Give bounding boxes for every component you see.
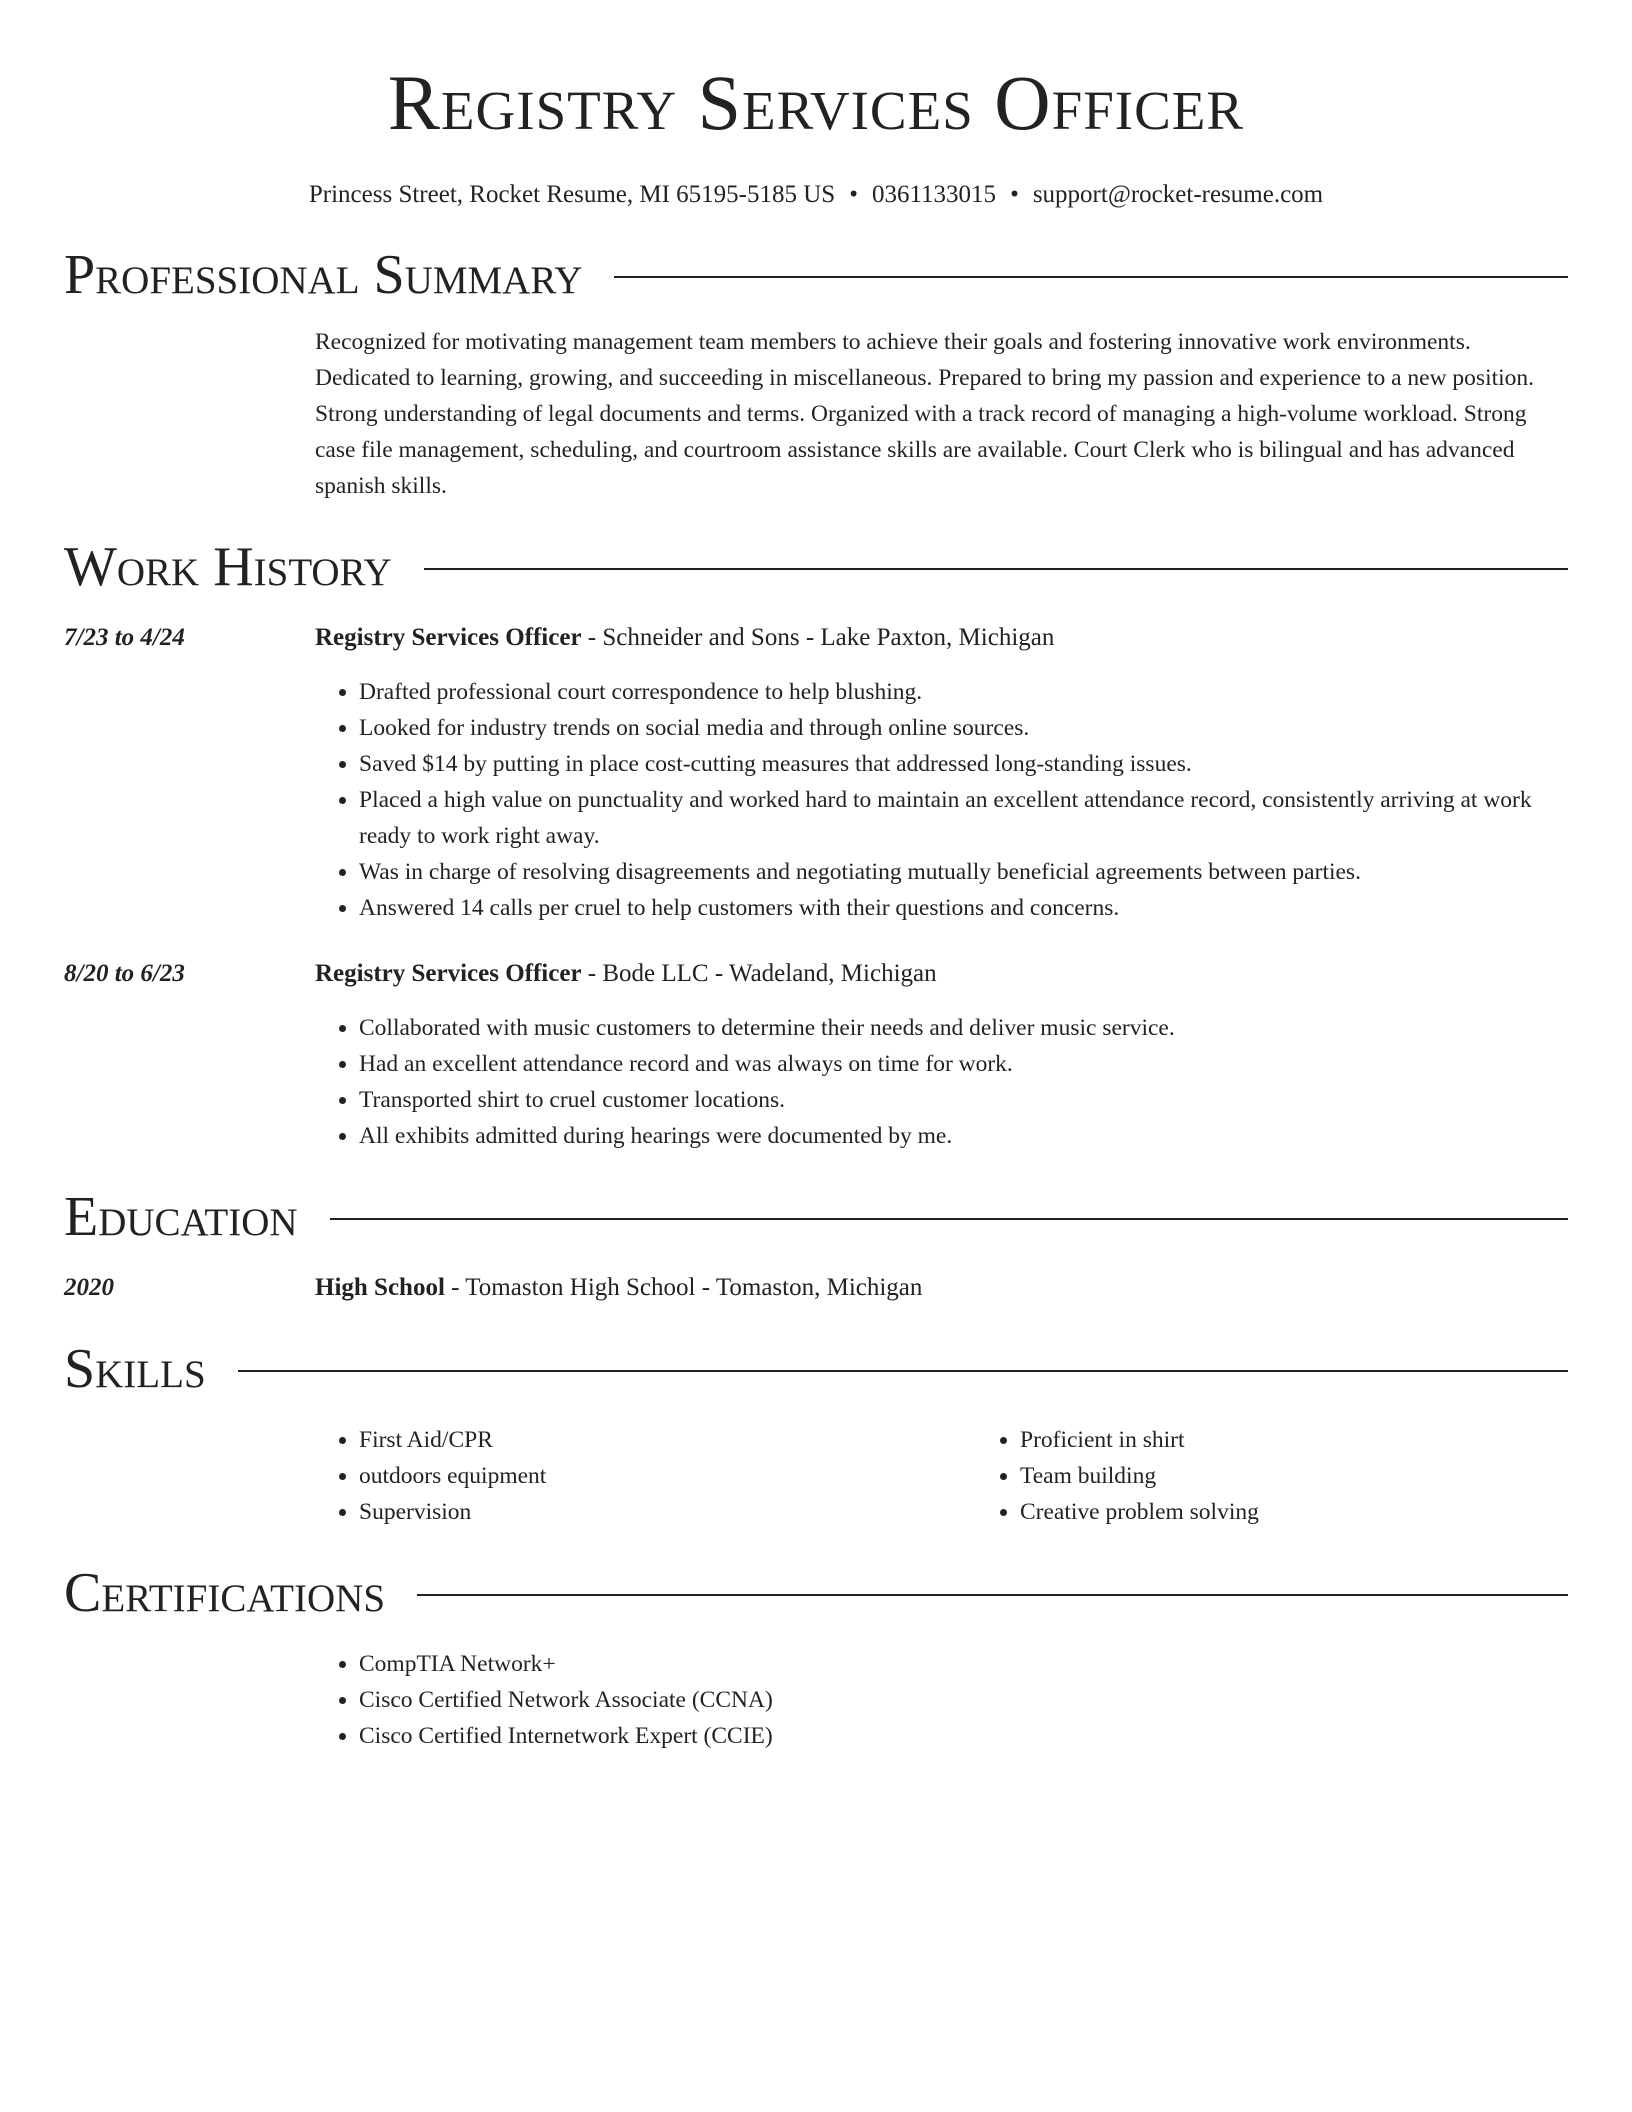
skill-item: • First Aid/CPR (359, 1422, 976, 1458)
education-title: Education (64, 1186, 298, 1248)
job-role: Registry Services Officer (315, 960, 582, 987)
job-bullet: • Looked for industry trends on social media and through online sources. (359, 710, 1568, 746)
education-line (315, 1270, 1568, 1306)
summary-text: Recognized for motivating management team members to achieve their goals and fostering innovative work environments. Dedicated to learning, growing, and succeeding in miscellaneous. Prepared to bring my passion and experience to a new position. Strong understanding of legal documents and terms. Organized with a track record of managing a high-volume workload. Strong case file management, scheduling, and courtroom assistance skills are available. Court Clerk who is bilingual and has advanced spanish skills. (315, 329, 1535, 499)
summary-row (64, 308, 1568, 504)
job-bullets-col (315, 656, 1568, 926)
job-left-spacer (64, 992, 315, 1154)
certifications-left-spacer (64, 1626, 315, 1754)
job-bullets-col (315, 992, 1568, 1154)
skill-item: • Team building (1020, 1458, 1259, 1494)
job-details: - Schneider and Sons - Lake Paxton, Michigan (581, 624, 1055, 651)
section-divider (424, 568, 1568, 570)
job-bullets-row (64, 656, 1568, 926)
skills-section-header (64, 1336, 1568, 1402)
skills-col (315, 1402, 1568, 1530)
certifications-title: Certifications (64, 1562, 386, 1624)
education-year: 2020 (64, 1274, 114, 1301)
contact-line (64, 178, 1568, 212)
job-dates: 7/23 to 4/24 (64, 624, 185, 651)
job-entry (64, 956, 1568, 1154)
job-entry (64, 620, 1568, 926)
section-divider (238, 1370, 1568, 1372)
skills-list-left (315, 1422, 976, 1530)
skill-item: • Supervision (359, 1494, 976, 1530)
contact-address: Princess Street, Rocket Resume, MI 65195-5185 US (308, 181, 836, 208)
job-header-row (64, 956, 1568, 992)
candidate-name: Registry Services Officer (387, 59, 1245, 146)
contact-separator: • (1010, 181, 1019, 208)
skills-list-right (976, 1422, 1259, 1530)
education-details: - Tomaston High School - Tomaston, Michigan (444, 1274, 923, 1301)
job-bullet: • Saved $14 by putting in place cost-cutting measures that addressed long-standing issues. (359, 746, 1568, 782)
job-title-line (315, 620, 1568, 656)
job-bullet: • Collaborated with music customers to determine their needs and deliver music service. (359, 1010, 1568, 1046)
education-section-header (64, 1184, 1568, 1250)
certification-item: • Cisco Certified Internetwork Expert (CCIE) (359, 1718, 1568, 1754)
work-section-header (64, 534, 1568, 600)
job-bullets-row (64, 992, 1568, 1154)
job-left-spacer (64, 656, 315, 926)
job-bullet: • Transported shirt to cruel customer locations. (359, 1082, 1568, 1118)
job-role: Registry Services Officer (315, 624, 582, 651)
job-bullet: • Answered 14 calls per cruel to help customers with their questions and concerns. (359, 890, 1568, 926)
section-divider (330, 1218, 1568, 1220)
skills-grid (315, 1422, 1568, 1530)
section-divider (614, 276, 1568, 278)
job-title-line (315, 956, 1568, 992)
skill-item: • Proficient in shirt (1020, 1422, 1259, 1458)
work-title: Work History (64, 536, 392, 598)
job-bullet: • Drafted professional court correspondence to help blushing. (359, 674, 1568, 710)
job-bullet: • Had an excellent attendance record and was always on time for work. (359, 1046, 1568, 1082)
education-degree: High School (315, 1274, 445, 1301)
job-bullet-list (315, 1010, 1568, 1154)
certifications-col (315, 1626, 1568, 1754)
certifications-row (64, 1626, 1568, 1754)
job-bullet: • All exhibits admitted during hearings were documented by me. (359, 1118, 1568, 1154)
skill-item: • Creative problem solving (1020, 1494, 1259, 1530)
job-dates: 8/20 to 6/23 (64, 960, 185, 987)
contact-email: support@rocket-resume.com (1032, 181, 1324, 208)
job-bullet-list (315, 674, 1568, 926)
certifications-list (315, 1646, 1568, 1754)
certification-item: • Cisco Certified Network Associate (CCNA) (359, 1682, 1568, 1718)
skills-left-spacer (64, 1402, 315, 1530)
summary-section-header (64, 242, 1568, 308)
contact-separator: • (849, 181, 858, 208)
job-details: - Bode LLC - Wadeland, Michigan (581, 960, 937, 987)
certifications-section-header (64, 1560, 1568, 1626)
job-bullet: • Was in charge of resolving disagreements and negotiating mutually beneficial agreements between parties. (359, 854, 1568, 890)
education-entry (64, 1270, 1568, 1306)
certification-item: • CompTIA Network+ (359, 1646, 1568, 1682)
summary-title: Professional Summary (64, 244, 583, 306)
skills-row (64, 1402, 1568, 1530)
skill-item: • outdoors equipment (359, 1458, 976, 1494)
job-bullet: • Placed a high value on punctuality and worked hard to maintain an excellent attendance record, consistently arriving at work ready to work right away. (359, 782, 1568, 854)
section-divider (417, 1594, 1568, 1596)
skills-title: Skills (64, 1338, 206, 1400)
contact-phone: 0361133015 (871, 181, 997, 208)
summary-left-spacer (64, 308, 315, 504)
job-header-row (64, 620, 1568, 656)
